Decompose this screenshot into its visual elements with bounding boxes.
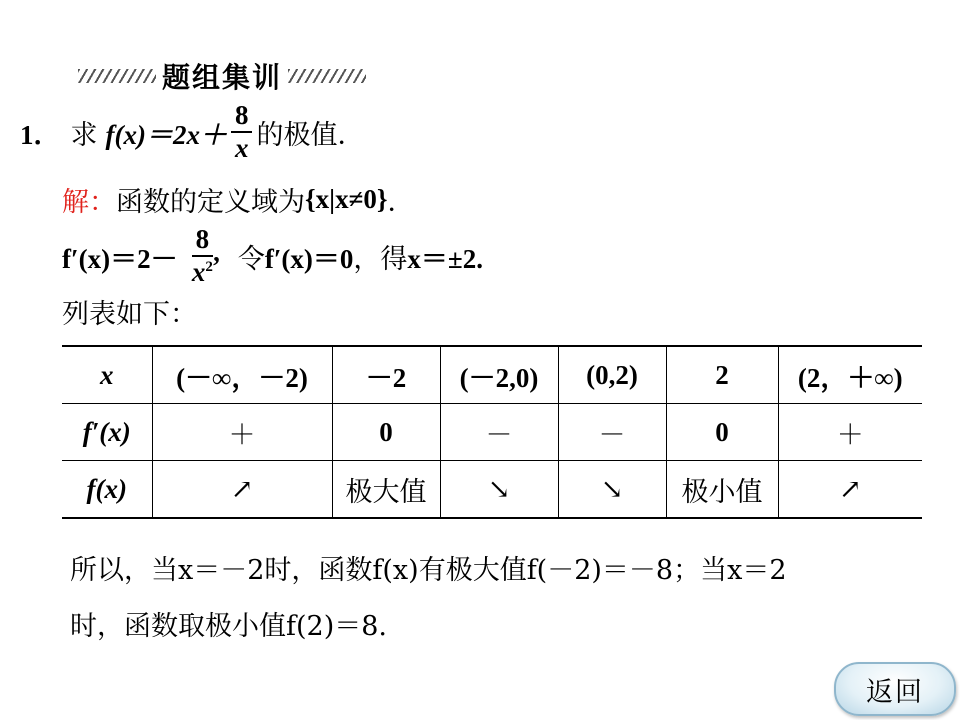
solution-domain-set: {x|x≠0} <box>305 184 388 214</box>
back-button[interactable] <box>834 662 956 716</box>
table-cell: 极小值 <box>666 461 778 519</box>
derivative-fraction <box>192 226 214 286</box>
back-button-label: 返回 <box>866 676 924 708</box>
derivative-get: ，得 <box>353 243 408 275</box>
table-cell: 2 <box>666 346 778 404</box>
banner-hatch-right <box>288 69 366 83</box>
derivative-eq: f′(x)＝0 <box>264 243 354 274</box>
table-cell: f(x) <box>62 461 152 519</box>
table-cell: f′(x) <box>62 404 152 461</box>
table-row-derivative <box>62 404 922 461</box>
problem-prefix: 求 <box>70 119 98 151</box>
banner-title: 题组集训 <box>162 61 283 94</box>
conclusion-line-1 <box>70 548 787 587</box>
conclusion-text-1: 所以，当x＝－2时，函数f(x)有极大值f(－2)＝－8；当x＝2 <box>70 555 787 586</box>
table-cell: ↗ <box>152 461 332 519</box>
solution-domain-end: ． <box>387 187 415 218</box>
table-cell: ↗ <box>778 461 922 519</box>
table-cell: (－∞，－2) <box>152 346 332 404</box>
table-cell: － <box>558 404 666 461</box>
table-cell: ↘ <box>558 461 666 519</box>
conclusion-line-2 <box>70 604 387 643</box>
table-cell: (2，＋∞) <box>778 346 922 404</box>
problem-expr: f(x)＝2x＋ <box>105 119 227 150</box>
derivative-comma: , <box>213 236 220 267</box>
table-cell: － <box>440 404 558 461</box>
derivative-result: x＝±2. <box>407 243 483 274</box>
problem-suffix: 的极值． <box>256 119 365 151</box>
derivative-lhs: f′(x)＝2－ <box>62 243 178 274</box>
solution-domain-line <box>62 180 415 219</box>
table-cell: (0,2) <box>558 346 666 404</box>
derivative-let: 令 <box>237 243 265 275</box>
solution-domain-text: 函数的定义域为 <box>116 187 305 218</box>
table-cell: 0 <box>666 404 778 461</box>
table-cell: ＋ <box>778 404 922 461</box>
derivative-frac-num: 8 <box>195 224 210 254</box>
table-cell: 0 <box>332 404 440 461</box>
table-cell: x <box>62 346 152 404</box>
table-row-function <box>62 461 922 519</box>
problem-statement <box>20 102 364 162</box>
problem-number: 1． <box>20 119 61 150</box>
table-cell: ＋ <box>152 404 332 461</box>
table-intro-text: 列表如下： <box>62 299 197 330</box>
derivative-frac-den: $x^2$ <box>191 257 213 287</box>
table-row-x <box>62 346 922 404</box>
solution-label: 解： <box>62 187 116 218</box>
problem-fraction <box>231 102 253 162</box>
table-cell: ↘ <box>440 461 558 519</box>
problem-frac-num: 8 <box>234 100 249 130</box>
table-cell: (－2,0) <box>440 346 558 404</box>
problem-frac-den: x <box>234 133 249 163</box>
conclusion-text-2: 时，函数取极小值f(2)＝8. <box>70 611 387 642</box>
sign-table <box>62 345 922 519</box>
table-cell: 极大值 <box>332 461 440 519</box>
solution-derivative-line <box>62 226 483 286</box>
section-banner <box>78 58 366 94</box>
table-cell: －2 <box>332 346 440 404</box>
banner-hatch-left <box>78 69 156 83</box>
derivative-exponent: 2 <box>205 259 213 275</box>
table-intro <box>62 292 197 331</box>
